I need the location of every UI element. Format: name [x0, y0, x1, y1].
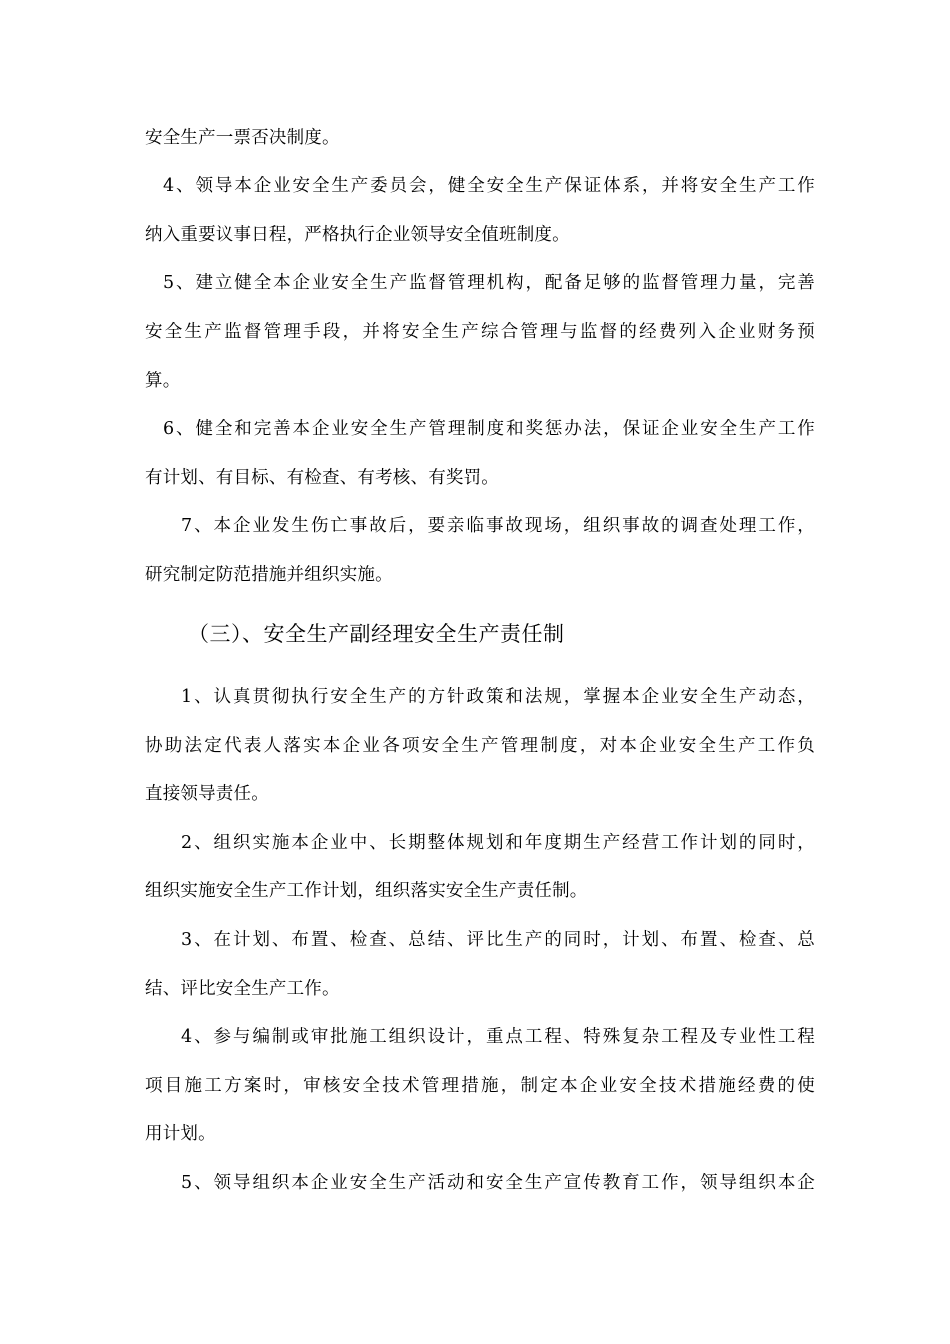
- text-line: 直接领导责任。: [145, 784, 269, 804]
- text-line: 用计划。: [145, 1124, 216, 1144]
- text-line: 安全生产监督管理手段，并将安全生产综合管理与监督的经费列入企业财务预: [145, 322, 815, 342]
- text-line: 协助法定代表人落实本企业各项安全生产管理制度，对本企业安全生产工作负: [145, 736, 815, 756]
- text-line: 安全生产一票否决制度。: [145, 128, 340, 148]
- paragraph-item-5b: 5、领导组织本企业安全生产活动和安全生产宣传教育工作，领导组织本企: [181, 1173, 815, 1193]
- section-heading: （三）、安全生产副经理安全生产责任制: [188, 622, 565, 646]
- text-line: 研究制定防范措施并组织实施。: [145, 565, 393, 585]
- paragraph-item-1: 1、认真贯彻执行安全生产的方针政策和法规，掌握本企业安全生产动态，: [181, 687, 815, 707]
- paragraph-item-6: 6、健全和完善本企业安全生产管理制度和奖惩办法，保证企业安全生产工作: [163, 419, 815, 439]
- text-line: 组织实施安全生产工作计划，组织落实安全生产责任制。: [145, 881, 588, 901]
- text-line: 有计划、有目标、有检查、有考核、有奖罚。: [145, 468, 499, 488]
- paragraph-item-7: 7、本企业发生伤亡事故后，要亲临事故现场，组织事故的调查处理工作，: [181, 516, 815, 536]
- text-line: 纳入重要议事日程，严格执行企业领导安全值班制度。: [145, 225, 570, 245]
- text-line: 项目施工方案时，审核安全技术管理措施，制定本企业安全技术措施经费的使: [145, 1076, 815, 1096]
- paragraph-item-4b: 4、参与编制或审批施工组织设计，重点工程、特殊复杂工程及专业性工程: [181, 1027, 815, 1047]
- paragraph-item-5: 5、建立健全本企业安全生产监督管理机构，配备足够的监督管理力量，完善: [163, 273, 815, 293]
- paragraph-item-2: 2、组织实施本企业中、长期整体规划和年度期生产经营工作计划的同时，: [181, 833, 815, 853]
- text-line: 结、评比安全生产工作。: [145, 979, 340, 999]
- paragraph-item-4: 4、领导本企业安全生产委员会，健全安全生产保证体系，并将安全生产工作: [163, 176, 815, 196]
- paragraph-item-3: 3、在计划、布置、检查、总结、评比生产的同时，计划、布置、检查、总: [181, 930, 815, 950]
- text-line: 算。: [145, 371, 181, 391]
